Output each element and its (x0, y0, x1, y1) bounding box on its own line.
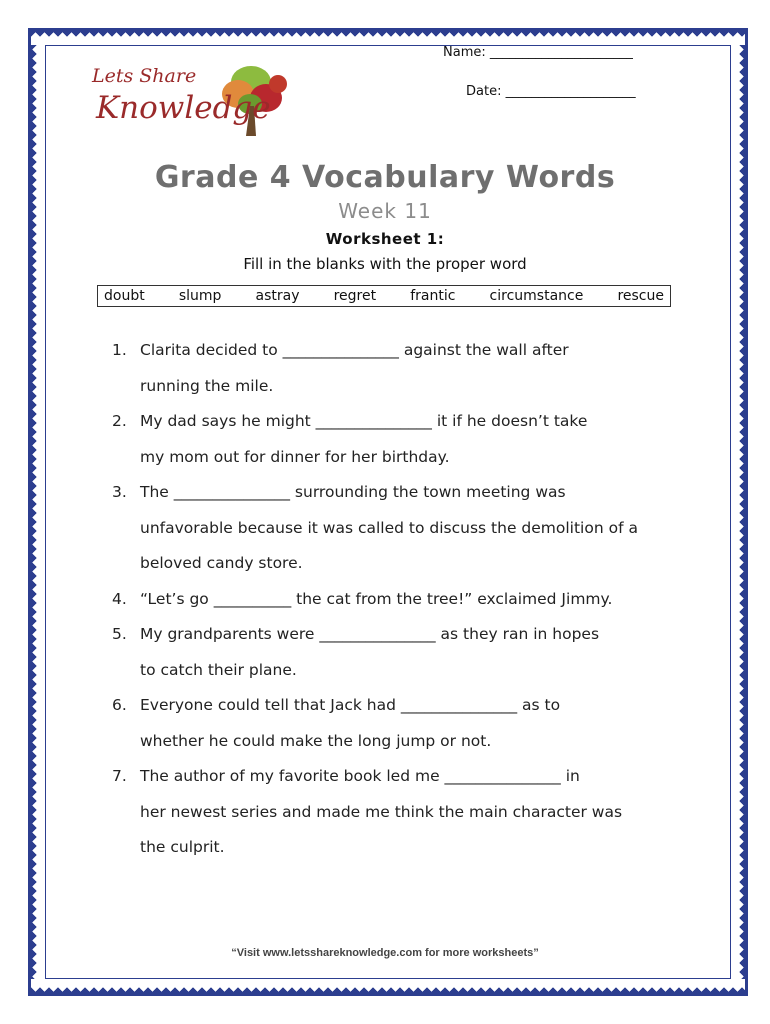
name-field: Name: ______________________ (443, 45, 633, 60)
site-logo (88, 58, 303, 138)
word-bank-item: slump (178, 288, 222, 304)
question-line: beloved candy store. (140, 554, 303, 572)
word-bank-item: regret (333, 288, 377, 304)
question-line: My dad says he might _______________ it if he doesn’t take (140, 412, 588, 430)
question-number: 5. (112, 625, 127, 643)
word-bank-item: doubt (104, 288, 145, 304)
word-bank-item: rescue (617, 288, 664, 304)
logo-text-line1: Lets Share (92, 65, 197, 87)
border-triangles-bottom (31, 979, 745, 993)
word-bank-item: frantic (410, 288, 456, 304)
question-number: 1. (112, 341, 127, 359)
logo-leaf-small-red (269, 75, 287, 93)
question-item (112, 759, 692, 866)
question-item (112, 617, 692, 688)
question-list (112, 333, 692, 866)
question-line: The _______________ surrounding the town meeting was (140, 483, 566, 501)
question-line: The author of my favorite book led me _______________ in (140, 767, 580, 785)
question-line: Clarita decided to _______________ against the wall after (140, 341, 569, 359)
word-bank (97, 285, 671, 307)
question-item (112, 333, 692, 404)
question-line: to catch their plane. (140, 660, 297, 679)
question-line: whether he could make the long jump or not. (140, 731, 492, 750)
question-line: unfavorable because it was called to discuss the demolition of a (140, 518, 638, 537)
question-line: her newest series and made me think the main character was (140, 802, 623, 821)
question-item (112, 688, 692, 759)
question-line: the culprit. (140, 838, 225, 856)
question-number: 6. (112, 696, 127, 714)
week-subtitle: Week 11 (338, 199, 432, 223)
date-field: Date: ____________________ (466, 84, 636, 99)
worksheet-number: Worksheet 1: (325, 230, 445, 248)
question-item (112, 404, 692, 475)
question-line: running the mile. (140, 376, 274, 395)
question-item (112, 582, 692, 618)
question-number: 7. (112, 767, 127, 785)
question-line: Everyone could tell that Jack had _______________ as to (140, 696, 561, 714)
word-bank-item: astray (255, 288, 300, 304)
question-number: 4. (112, 589, 127, 608)
question-number: 2. (112, 412, 127, 430)
worksheet-main-title: Grade 4 Vocabulary Words (154, 160, 616, 195)
question-line: “Let’s go __________ the cat from the tree!” exclaimed Jimmy. (140, 589, 613, 608)
logo-text-line2: Knowledge (96, 90, 271, 126)
question-line: My grandparents were _______________ as they ran in hopes (140, 625, 600, 643)
instruction-text: Fill in the blanks with the proper word (243, 255, 527, 273)
footer-website-note: “Visit www.letsshareknowledge.com for more worksheets” (231, 947, 539, 959)
word-bank-item: circumstance (489, 288, 584, 304)
question-item (112, 475, 692, 582)
question-line: my mom out for dinner for her birthday. (140, 447, 450, 466)
border-triangles-top (31, 31, 745, 45)
question-number: 3. (112, 483, 127, 501)
